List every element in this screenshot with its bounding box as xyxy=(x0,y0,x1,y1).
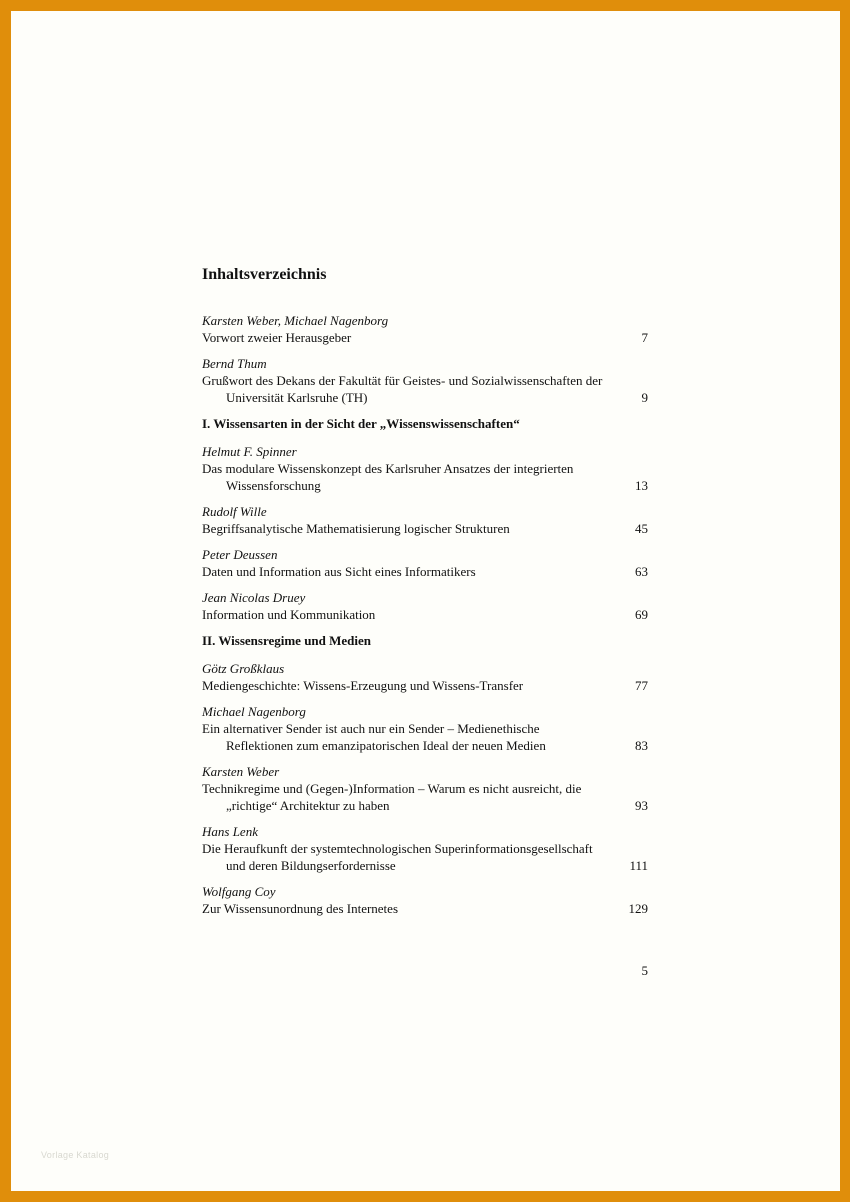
entry-page-number: 13 xyxy=(635,478,648,493)
toc-entry[interactable] xyxy=(202,660,648,694)
entry-author: Peter Deussen xyxy=(202,547,278,562)
entry-title-text: Wissensforschung xyxy=(226,478,321,493)
entry-title-line: Grußwort des Dekans der Fakultät für Geistes- und Sozialwissenschaften der xyxy=(202,373,603,388)
entry-title-last-line xyxy=(202,563,648,580)
entry-page-number: 83 xyxy=(635,738,648,753)
entry-author: Helmut F. Spinner xyxy=(202,444,297,459)
entry-title-last-line xyxy=(202,900,648,917)
entry-page-number: 93 xyxy=(635,798,648,813)
entry-author: Jean Nicolas Druey xyxy=(202,590,306,605)
entry-title-last-line xyxy=(202,477,648,494)
toc-entry[interactable] xyxy=(202,883,648,917)
section-heading: I. Wissensarten in der Sicht der „Wissenswissenschaften“ xyxy=(202,416,520,431)
entry-title-last-line xyxy=(202,329,648,346)
document-page xyxy=(11,11,840,1191)
entry-title-last-line xyxy=(202,797,648,814)
entry-title-line: Ein alternativer Sender ist auch nur ein Sender – Medienethische xyxy=(202,721,540,736)
entry-title-line: Technikregime und (Gegen-)Information – Warum es nicht ausreicht, die xyxy=(202,781,582,796)
entry-author: Michael Nagenborg xyxy=(202,704,306,719)
entry-page-number: 129 xyxy=(628,901,648,916)
watermark-text: Vorlage Katalog xyxy=(41,1150,110,1160)
toc-entry[interactable] xyxy=(202,589,648,623)
entry-title-text: Daten und Information aus Sicht eines Informatikers xyxy=(202,564,476,579)
entry-title-text: Vorwort zweier Herausgeber xyxy=(202,330,352,345)
entry-title-text: Information und Kommunikation xyxy=(202,607,376,622)
entry-page-number: 69 xyxy=(635,607,648,622)
entry-author: Hans Lenk xyxy=(202,824,258,839)
entry-page-number: 77 xyxy=(635,678,648,693)
toc-entries xyxy=(202,312,648,926)
entry-title-text: „richtige“ Architektur zu haben xyxy=(226,798,390,813)
entry-title-text: Zur Wissensunordnung des Internetes xyxy=(202,901,399,916)
entry-title-line: Das modulare Wissenskonzept des Karlsruher Ansatzes der integrierten xyxy=(202,461,574,476)
entry-title-last-line xyxy=(202,520,648,537)
entry-title-text: und deren Bildungserfordernisse xyxy=(226,858,396,873)
entry-page-number: 7 xyxy=(641,330,648,345)
toc-entry[interactable] xyxy=(202,823,648,874)
entry-title-text: Mediengeschichte: Wissens-Erzeugung und Wissens-Transfer xyxy=(202,678,524,693)
entry-page-number: 9 xyxy=(641,390,648,405)
section-heading: II. Wissensregime und Medien xyxy=(202,633,372,648)
toc-entry[interactable] xyxy=(202,763,648,814)
entry-title-text: Reflektionen zum emanzipatorischen Ideal der neuen Medien xyxy=(226,738,546,753)
toc-entry[interactable] xyxy=(202,546,648,580)
toc-title: Inhaltsverzeichnis xyxy=(202,266,327,283)
entry-title-text: Universität Karlsruhe (TH) xyxy=(226,390,368,405)
entry-title-last-line xyxy=(202,737,648,754)
toc-entry[interactable] xyxy=(202,503,648,537)
entry-author: Götz Großklaus xyxy=(202,661,285,676)
entry-page-number: 111 xyxy=(629,858,648,873)
entry-page-number: 63 xyxy=(635,564,648,579)
entry-page-number: 45 xyxy=(635,521,648,536)
entry-author: Karsten Weber, Michael Nagenborg xyxy=(202,313,389,328)
entry-title-last-line xyxy=(202,606,648,623)
toc-entry[interactable] xyxy=(202,703,648,754)
entry-author: Karsten Weber xyxy=(202,764,280,779)
entry-author: Bernd Thum xyxy=(202,356,267,371)
page-number: 5 xyxy=(641,963,648,978)
entry-title-last-line xyxy=(202,389,648,406)
entry-author: Wolfgang Coy xyxy=(202,884,276,899)
entry-title-line: Die Heraufkunft der systemtechnologischen Superinformationsgesellschaft xyxy=(202,841,593,856)
toc-entry[interactable] xyxy=(202,443,648,494)
entry-title-last-line xyxy=(202,677,648,694)
toc-entry[interactable] xyxy=(202,312,648,346)
entry-title-text: Begriffsanalytische Mathematisierung logischer Strukturen xyxy=(202,521,510,536)
entry-author: Rudolf Wille xyxy=(202,504,267,519)
toc-entry[interactable] xyxy=(202,355,648,406)
entry-title-last-line xyxy=(202,857,648,874)
